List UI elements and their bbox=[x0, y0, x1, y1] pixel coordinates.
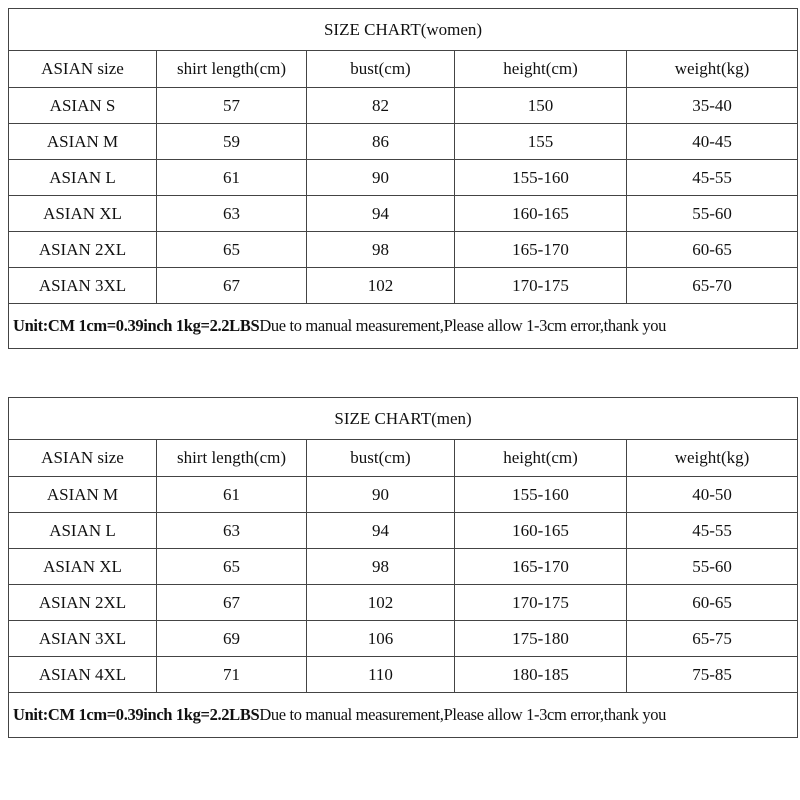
table-cell: 65-70 bbox=[627, 268, 798, 304]
table-cell: 150 bbox=[455, 88, 627, 124]
measurement-note bbox=[9, 304, 798, 349]
table-cell: 110 bbox=[307, 657, 455, 693]
measurement-note bbox=[9, 693, 798, 738]
table-cell: 165-170 bbox=[455, 232, 627, 268]
table-cell: 98 bbox=[307, 232, 455, 268]
table-cell: ASIAN 2XL bbox=[9, 232, 157, 268]
table-cell: 102 bbox=[307, 585, 455, 621]
table-cell: 98 bbox=[307, 549, 455, 585]
table-cell: 65 bbox=[157, 549, 307, 585]
table-cell: ASIAN 3XL bbox=[9, 621, 157, 657]
table-cell: 67 bbox=[157, 585, 307, 621]
table-cell: 65-75 bbox=[627, 621, 798, 657]
table-cell: 60-65 bbox=[627, 232, 798, 268]
table-cell: 60-65 bbox=[627, 585, 798, 621]
table-cell: 165-170 bbox=[455, 549, 627, 585]
men-size-chart-table bbox=[8, 397, 798, 738]
table-cell: 155-160 bbox=[455, 477, 627, 513]
table-cell: 155-160 bbox=[455, 160, 627, 196]
table-row bbox=[9, 549, 798, 585]
table-cell: ASIAN 3XL bbox=[9, 268, 157, 304]
table-cell: 94 bbox=[307, 196, 455, 232]
column-header: shirt length(cm) bbox=[157, 440, 307, 477]
table-row bbox=[9, 621, 798, 657]
table-cell: ASIAN L bbox=[9, 513, 157, 549]
table-cell: ASIAN 4XL bbox=[9, 657, 157, 693]
table-cell: 61 bbox=[157, 477, 307, 513]
table-row bbox=[9, 160, 798, 196]
column-header: shirt length(cm) bbox=[157, 51, 307, 88]
table-cell: 155 bbox=[455, 124, 627, 160]
table-cell: ASIAN M bbox=[9, 124, 157, 160]
table-row bbox=[9, 268, 798, 304]
table-cell: ASIAN M bbox=[9, 477, 157, 513]
table-cell: 35-40 bbox=[627, 88, 798, 124]
table-row bbox=[9, 477, 798, 513]
table-cell: 160-165 bbox=[455, 196, 627, 232]
table-cell: 40-50 bbox=[627, 477, 798, 513]
table-cell: 63 bbox=[157, 196, 307, 232]
table-cell: 90 bbox=[307, 160, 455, 196]
table-cell: 102 bbox=[307, 268, 455, 304]
table-cell: 94 bbox=[307, 513, 455, 549]
column-header: weight(kg) bbox=[627, 440, 798, 477]
table-row bbox=[9, 196, 798, 232]
table-cell: 175-180 bbox=[455, 621, 627, 657]
table-cell: 55-60 bbox=[627, 549, 798, 585]
table-cell: 71 bbox=[157, 657, 307, 693]
table-row bbox=[9, 657, 798, 693]
table-cell: 67 bbox=[157, 268, 307, 304]
chart-title: SIZE CHART(women) bbox=[9, 9, 798, 51]
table-row bbox=[9, 232, 798, 268]
table-cell: 82 bbox=[307, 88, 455, 124]
table-cell: ASIAN S bbox=[9, 88, 157, 124]
column-header: height(cm) bbox=[455, 440, 627, 477]
table-cell: ASIAN 2XL bbox=[9, 585, 157, 621]
column-header: weight(kg) bbox=[627, 51, 798, 88]
table-cell: 106 bbox=[307, 621, 455, 657]
unit-note: Unit:CM 1cm=0.39inch 1kg=2.2LBS bbox=[13, 705, 260, 724]
header-row bbox=[9, 51, 798, 88]
table-cell: ASIAN L bbox=[9, 160, 157, 196]
table-row bbox=[9, 124, 798, 160]
table-cell: 180-185 bbox=[455, 657, 627, 693]
header-row bbox=[9, 440, 798, 477]
table-cell: 160-165 bbox=[455, 513, 627, 549]
women-size-chart-table bbox=[8, 8, 798, 349]
table-cell: 57 bbox=[157, 88, 307, 124]
table-row bbox=[9, 513, 798, 549]
error-note: Due to manual measurement,Please allow 1-3cm error,thank you bbox=[259, 316, 667, 335]
table-cell: 40-45 bbox=[627, 124, 798, 160]
table-cell: 75-85 bbox=[627, 657, 798, 693]
table-row bbox=[9, 585, 798, 621]
column-header: ASIAN size bbox=[9, 51, 157, 88]
column-header: ASIAN size bbox=[9, 440, 157, 477]
table-cell: 45-55 bbox=[627, 160, 798, 196]
column-header: height(cm) bbox=[455, 51, 627, 88]
table-cell: 170-175 bbox=[455, 585, 627, 621]
table-cell: 63 bbox=[157, 513, 307, 549]
unit-note: Unit:CM 1cm=0.39inch 1kg=2.2LBS bbox=[13, 316, 260, 335]
table-cell: 65 bbox=[157, 232, 307, 268]
table-cell: 59 bbox=[157, 124, 307, 160]
table-cell: 45-55 bbox=[627, 513, 798, 549]
column-header: bust(cm) bbox=[307, 51, 455, 88]
table-cell: 86 bbox=[307, 124, 455, 160]
error-note: Due to manual measurement,Please allow 1-3cm error,thank you bbox=[259, 705, 667, 724]
table-cell: 170-175 bbox=[455, 268, 627, 304]
table-cell: ASIAN XL bbox=[9, 196, 157, 232]
column-header: bust(cm) bbox=[307, 440, 455, 477]
table-cell: 90 bbox=[307, 477, 455, 513]
table-cell: ASIAN XL bbox=[9, 549, 157, 585]
table-cell: 55-60 bbox=[627, 196, 798, 232]
table-row bbox=[9, 88, 798, 124]
table-cell: 61 bbox=[157, 160, 307, 196]
table-cell: 69 bbox=[157, 621, 307, 657]
chart-title: SIZE CHART(men) bbox=[9, 398, 798, 440]
